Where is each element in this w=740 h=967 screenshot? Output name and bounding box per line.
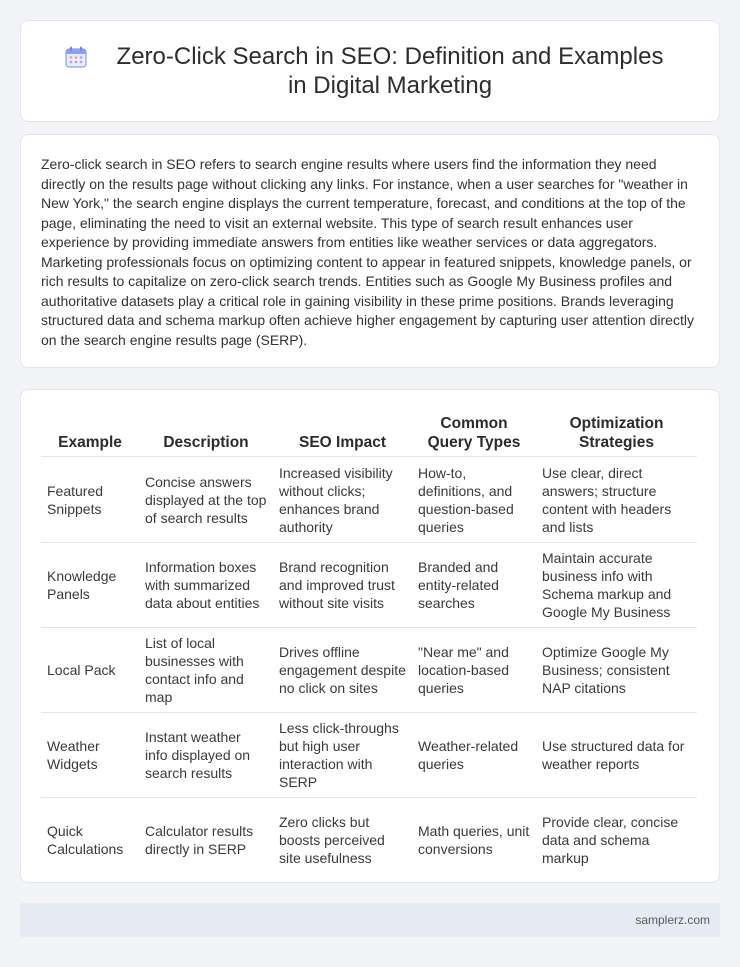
cell-strategies: Provide clear, concise data and schema markup [536,798,697,883]
table-row [41,457,697,543]
cell-query-types: Math queries, unit conversions [412,798,536,883]
header-inner [65,42,675,100]
table-row [41,713,697,798]
examples-table [41,410,697,883]
cell-example: Quick Calculations [41,798,139,883]
intro-paragraph: Zero-click search in SEO refers to search engine results where users find the information they need directly on the results page without clicking any links. For instance, when a user searches for "weather in New York," the search engine displays the current temperature, forecast, and conditions at the top of the page, eliminating the need to visit an external website. This type of search result enhances user experience by providing immediate answers from entities like weather services or data aggregators. Marketing professionals focus on optimizing content to appear in featured snippets, knowledge panels, or rich results to capitalize on zero-click search trends. Entities such as Google My Business profiles and authoritative datasets play a critical role in gaining visibility in these prime positions. Brands leveraging structured data and schema markup often achieve higher engagement by capturing user attention directly on the search engine results page (SERP). [41,156,694,348]
cell-description: Concise answers displayed at the top of search results [139,457,273,543]
cell-example: Local Pack [41,628,139,713]
intro-card [20,134,720,368]
cell-example: Featured Snippets [41,457,139,543]
cell-description: Calculator results directly in SERP [139,798,273,883]
page-title: Zero-Click Search in SEO: Definition and Examples in Digital Marketing [116,43,664,99]
table-header-row [41,410,697,457]
header-common-query-types: Common Query Types [427,415,521,451]
table-card [20,389,720,883]
header-card [20,20,720,122]
header-optimization-strategies: Optimization Strategies [569,415,664,451]
footer-site-link[interactable]: samplerz.com [635,913,710,927]
cell-description: List of local businesses with contact info and map [139,628,273,713]
header-description: Description [163,434,249,451]
footer-bar [20,903,720,937]
cell-strategies: Maintain accurate business info with Schema markup and Google My Business [536,543,697,628]
cell-seo-impact: Brand recognition and improved trust without site visits [273,543,412,628]
cell-strategies: Use structured data for weather reports [536,713,697,798]
cell-example: Weather Widgets [41,713,139,798]
cell-seo-impact: Drives offline engagement despite no click on sites [273,628,412,713]
cell-description: Information boxes with summarized data about entities [139,543,273,628]
header-example: Example [58,434,122,451]
cell-strategies: Use clear, direct answers; structure content with headers and lists [536,457,697,543]
cell-strategies: Optimize Google My Business; consistent NAP citations [536,628,697,713]
cell-query-types: How-to, definitions, and question-based queries [412,457,536,543]
cell-seo-impact: Zero clicks but boosts perceived site usefulness [273,798,412,883]
table-row [41,798,697,883]
cell-query-types: Weather-related queries [412,713,536,798]
header-seo-impact: SEO Impact [299,434,386,451]
cell-seo-impact: Increased visibility without clicks; enhances brand authority [273,457,412,543]
cell-query-types: Branded and entity-related searches [412,543,536,628]
cell-query-types: "Near me" and location-based queries [412,628,536,713]
calendar-icon [65,46,87,68]
cell-description: Instant weather info displayed on search results [139,713,273,798]
cell-example: Knowledge Panels [41,543,139,628]
cell-seo-impact: Less click-throughs but high user interaction with SERP [273,713,412,798]
table-row [41,628,697,713]
table-row [41,543,697,628]
